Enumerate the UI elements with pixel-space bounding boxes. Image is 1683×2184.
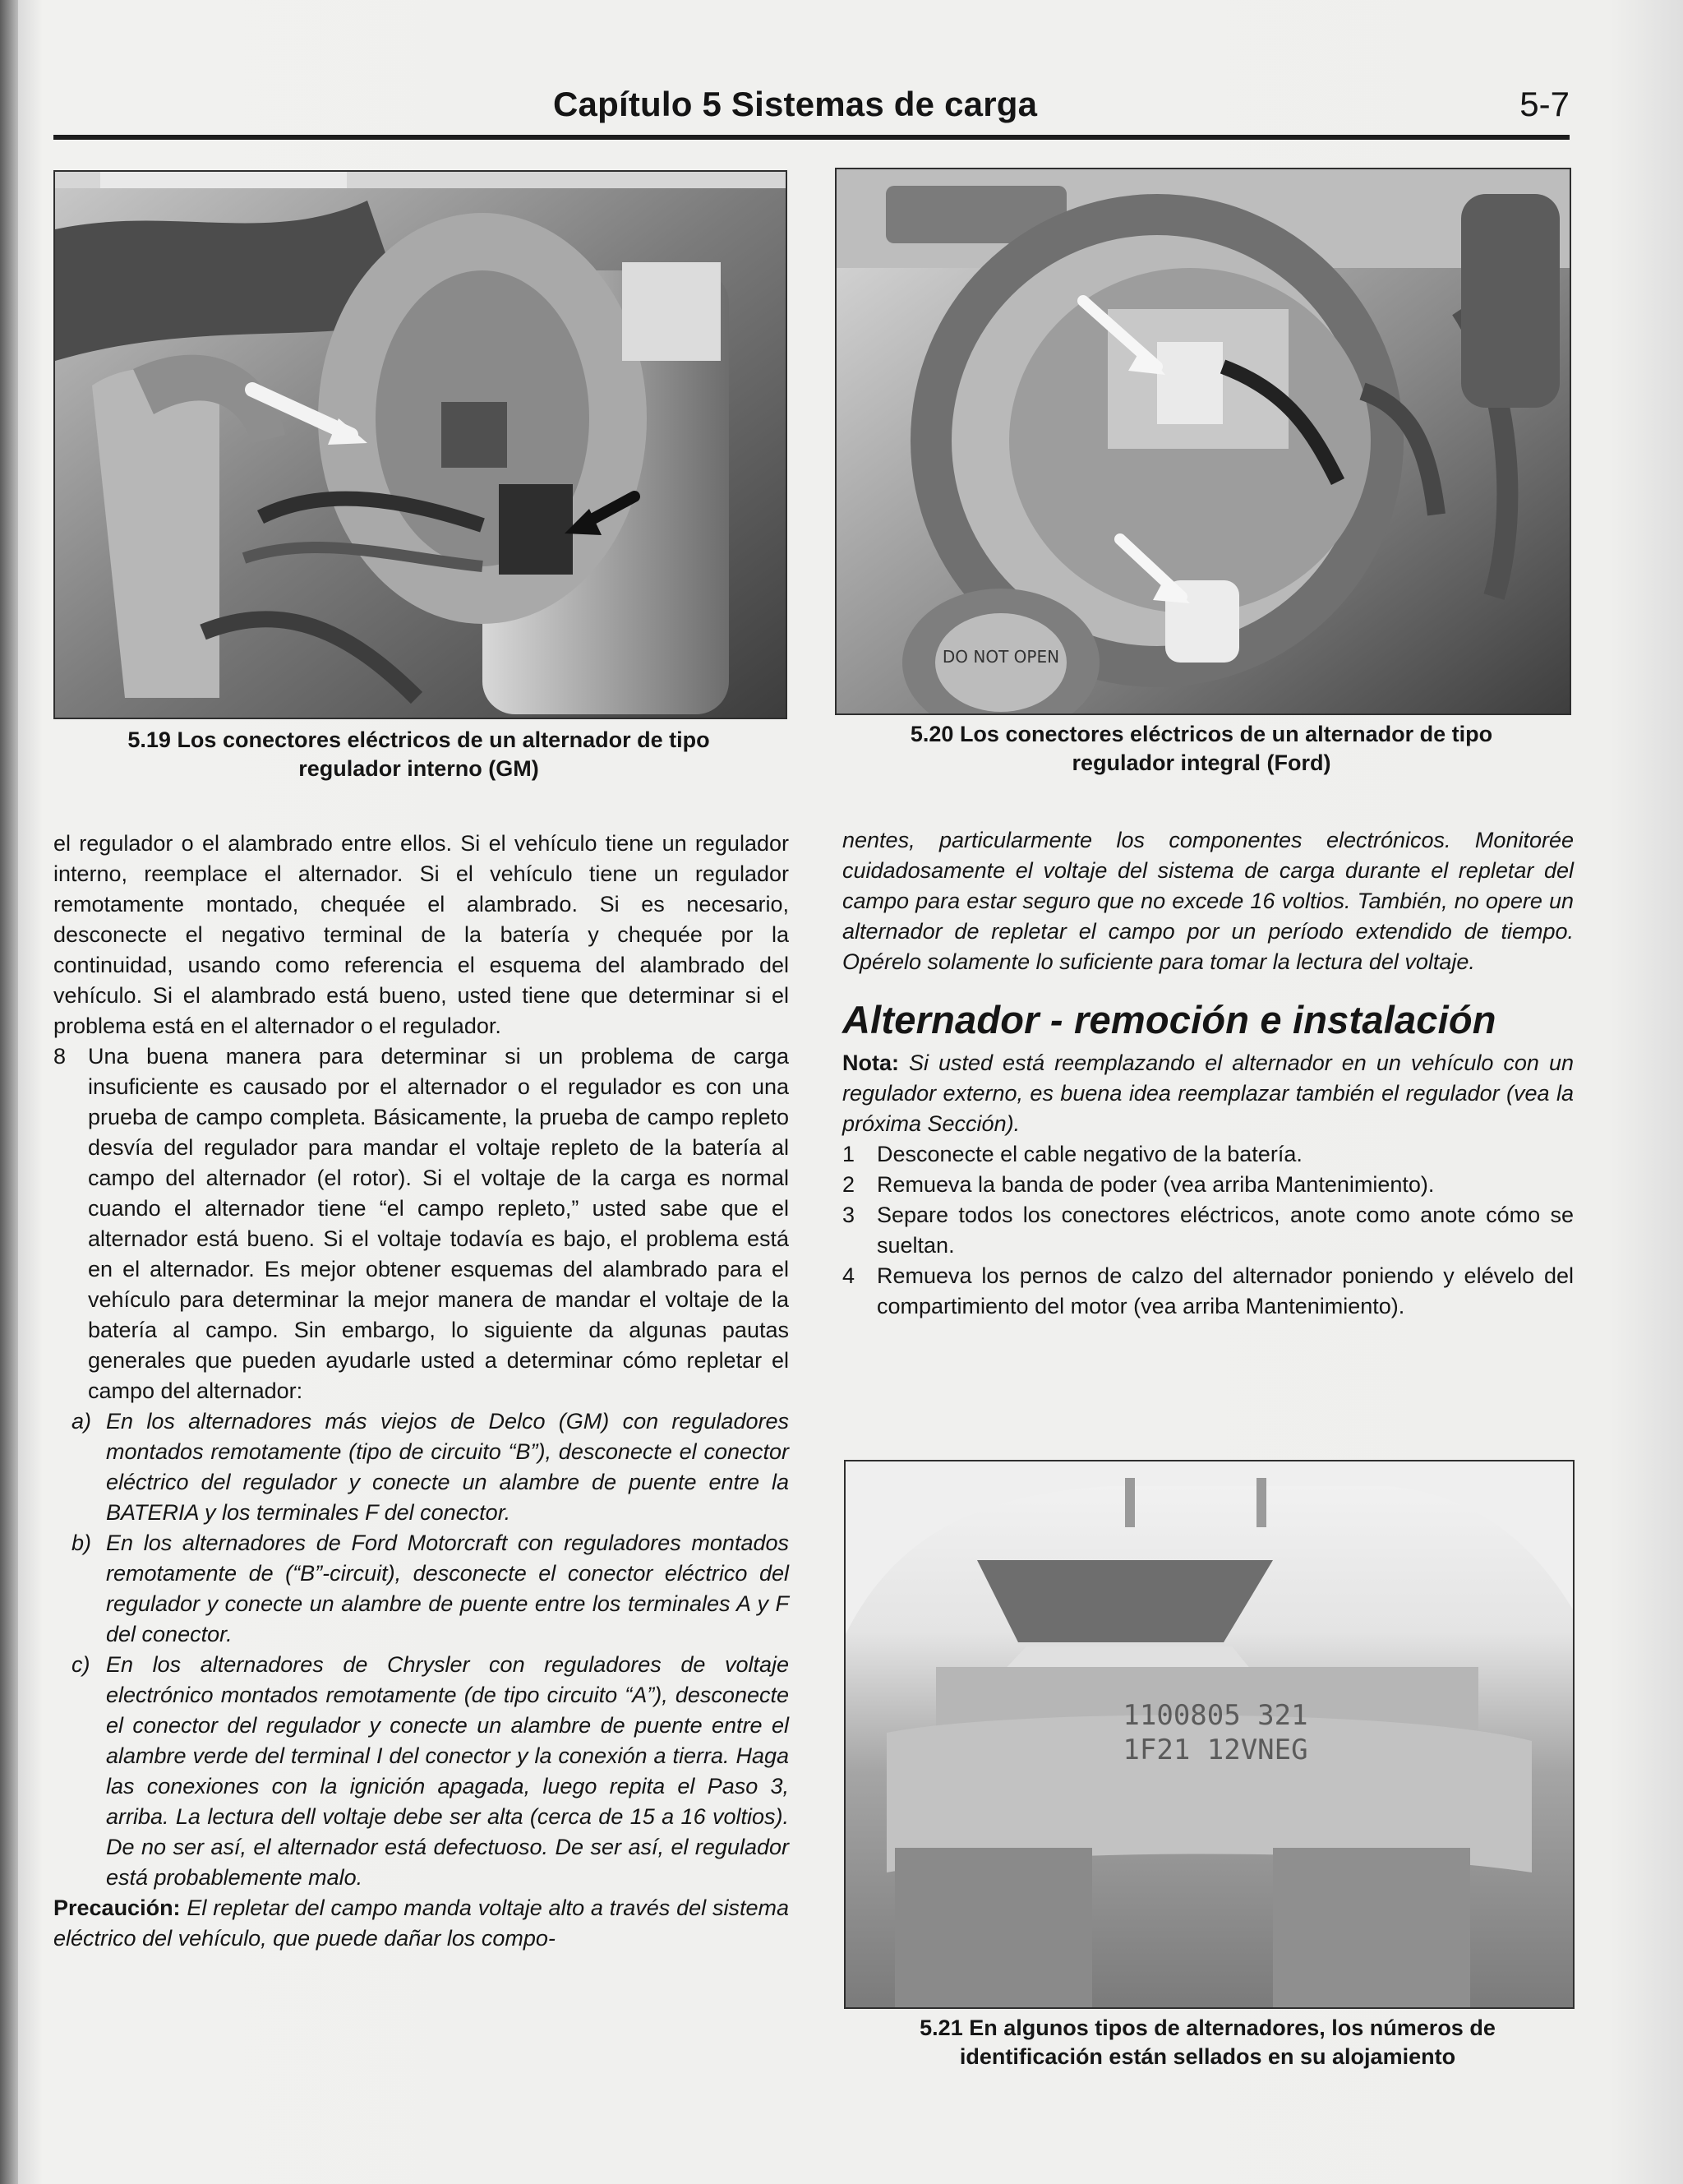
caution-text: El repletar del campo manda voltaje alto a través del sistema eléctrico del vehículo, que puede dañar los compo- [53, 1895, 789, 1951]
list-item-a-text: En los alternadores más viejos de Delco (GM) con reguladores montados remotamente (tipo de circuito “B”), desconecte el conector eléctrico del regulador y conecte un alambre de puente entre la BATERIA y los terminales F del conector. [106, 1409, 789, 1525]
page-header [53, 78, 1570, 136]
list-item-c-label: c) [71, 1652, 90, 1677]
list-item-a-label: a) [71, 1409, 92, 1434]
left-text-column [53, 829, 789, 1954]
note-label: Nota: [842, 1050, 899, 1075]
list-item-b-label: b) [71, 1531, 92, 1555]
step-8-number: 8 [53, 1044, 67, 1069]
procedure-step-3-text: Separe todos los conectores eléctricos, anote como anote cómo se sueltan. [877, 1203, 1574, 1258]
list-item-c [53, 1650, 789, 1893]
procedure-step-1 [842, 1139, 1574, 1170]
list-item-c-text: En los alternadores de Chrysler con reguladores de voltaje electrónico montados remotamente (de tipo circuito “A”), desconecte el conector del regulador y conecte un alambre de puente entre el alambre verde del terminal I del conector y la conexión a tierra. Haga las conexiones con la ignición apagada, luego repita el Paso 3, arriba. La lectura dell voltaje debe ser alta (cerca de 15 a 16 voltios). De no ser así, el alternador está defectuoso. De ser así, el regulador está probablemente malo. [106, 1652, 789, 1890]
alternator-gm-photo-illustration [55, 172, 786, 718]
right-continuation-paragraph: nentes, particularmente los componentes electrónicos. Monitorée cuidadosamente el voltaje del sistema de carga durante el repletar del campo para estar seguro que no excede 16 voltios. También, no opere un alternador de repletar el campo por un período extendido de tiempo. Opérelo solamente lo suficiente para tomar la lectura del voltaje. [842, 828, 1574, 974]
procedure-step-4 [842, 1261, 1574, 1322]
figure-5-19-caption-line1: 5.19 Los conectores eléctricos de un alternador de tipo [127, 727, 710, 752]
book-spine-shadow [0, 0, 18, 2184]
figure-5-19-caption-line2: regulador interno (GM) [298, 756, 539, 781]
procedure-step-1-text: Desconecte el cable negativo de la batería. [877, 1142, 1303, 1166]
figure-5-20-caption-line1: 5.20 Los conectores eléctricos de un alternador de tipo [910, 722, 1493, 746]
left-para-1: el regulador o el alambrado entre ellos. Si el vehículo tiene un regulador interno, reemplace el alternador. Si el vehículo tiene un regulador remotamente montado, chequée el alambrado. Si es necesario, desconecte el negativo terminal de la batería y chequée por la continuidad, usando como referencia el esquema del alambrado del vehículo. Si el alambrado está bueno, usted tiene que determinar si el problema está en el alternador o el regulador. [53, 831, 789, 1038]
chapter-title: Capítulo 5 Sistemas de carga [553, 85, 1038, 123]
section-heading: Alternador - remoción e instalación [842, 998, 1496, 1041]
procedure-step-2-number: 2 [842, 1172, 855, 1197]
procedure-step-4-text: Remueva los pernos de calzo del alternador poniendo y elévelo del compartimiento del motor (vea arriba Mantenimiento). [877, 1263, 1574, 1318]
procedure-step-2 [842, 1170, 1574, 1200]
note-paragraph [842, 1048, 1574, 1139]
header-rule [53, 135, 1570, 140]
caution-paragraph [53, 1893, 789, 1954]
figure-5-19-photo [53, 170, 787, 719]
figure-5-21-caption-line1: 5.21 En algunos tipos de alternadores, los números de [920, 2015, 1496, 2040]
figure-5-20-photo [835, 168, 1571, 715]
step-8 [53, 1041, 789, 1406]
procedure-step-2-text: Remueva la banda de poder (vea arriba Mantenimiento). [877, 1172, 1435, 1197]
step-8-text: Una buena manera para determinar si un problema de carga insuficiente es causado por el alternador o el regulador es con una prueba de campo completa. Básicamente, la prueba de campo repleto desvía del regulador para mandar el voltaje repleto de la batería al campo del alternador (el rotor). Si el voltaje de la carga es normal cuando el alternador tiene “el campo repleto,” usted sabe que el alternador está bueno. Si el voltaje todavía es bajo, el problema está en el alternador. Es mejor obtener esquemas del alambrado para el vehículo para determinar la mejor manera de mandar el voltaje de la batería al campo. Sin embargo, lo siguiente da algunas pautas generales que pueden ayudarle usted a determinar cómo repletar el campo del alternador: [88, 1044, 789, 1403]
stamped-serial-line-1: 1100805 321 [1123, 1699, 1308, 1732]
figure-5-21-photo [844, 1460, 1575, 2009]
figure-5-20-caption [835, 720, 1568, 778]
stamped-serial-line-2: 1F21 12VNEG [1123, 1734, 1308, 1766]
page-number: 5-7 [1519, 85, 1570, 123]
figure-5-21-caption-line2: identificación están sellados en su alojamiento [959, 2044, 1456, 2069]
list-item-b-text: En los alternadores de Ford Motorcraft con reguladores montados remotamente de (“B”-circuit), desconecte el conector eléctrico del regulador y conecte un alambre de puente entre los terminales A y F del conector. [106, 1531, 789, 1646]
right-text-column [842, 825, 1574, 1322]
list-item-b [53, 1528, 789, 1650]
procedure-step-1-number: 1 [842, 1142, 855, 1166]
procedure-step-4-number: 4 [842, 1263, 855, 1288]
figure-5-19-caption [53, 726, 784, 783]
alternator-ford-photo-illustration [837, 169, 1570, 713]
procedure-step-3 [842, 1200, 1574, 1261]
list-item-a [53, 1406, 789, 1528]
note-text: Si usted está reemplazando el alternador en un vehículo con un regulador externo, es buena idea reemplazar también el regulador (vea la próxima Sección). [842, 1050, 1574, 1136]
alternator-housing-photo-illustration [846, 1461, 1573, 2007]
figure-5-21-caption [844, 2014, 1571, 2071]
do-not-open-stamp: DO NOT OPEN [942, 647, 1060, 667]
procedure-step-3-number: 3 [842, 1203, 855, 1227]
figure-5-20-caption-line2: regulador integral (Ford) [1072, 750, 1331, 775]
caution-label: Precaución: [53, 1895, 181, 1920]
